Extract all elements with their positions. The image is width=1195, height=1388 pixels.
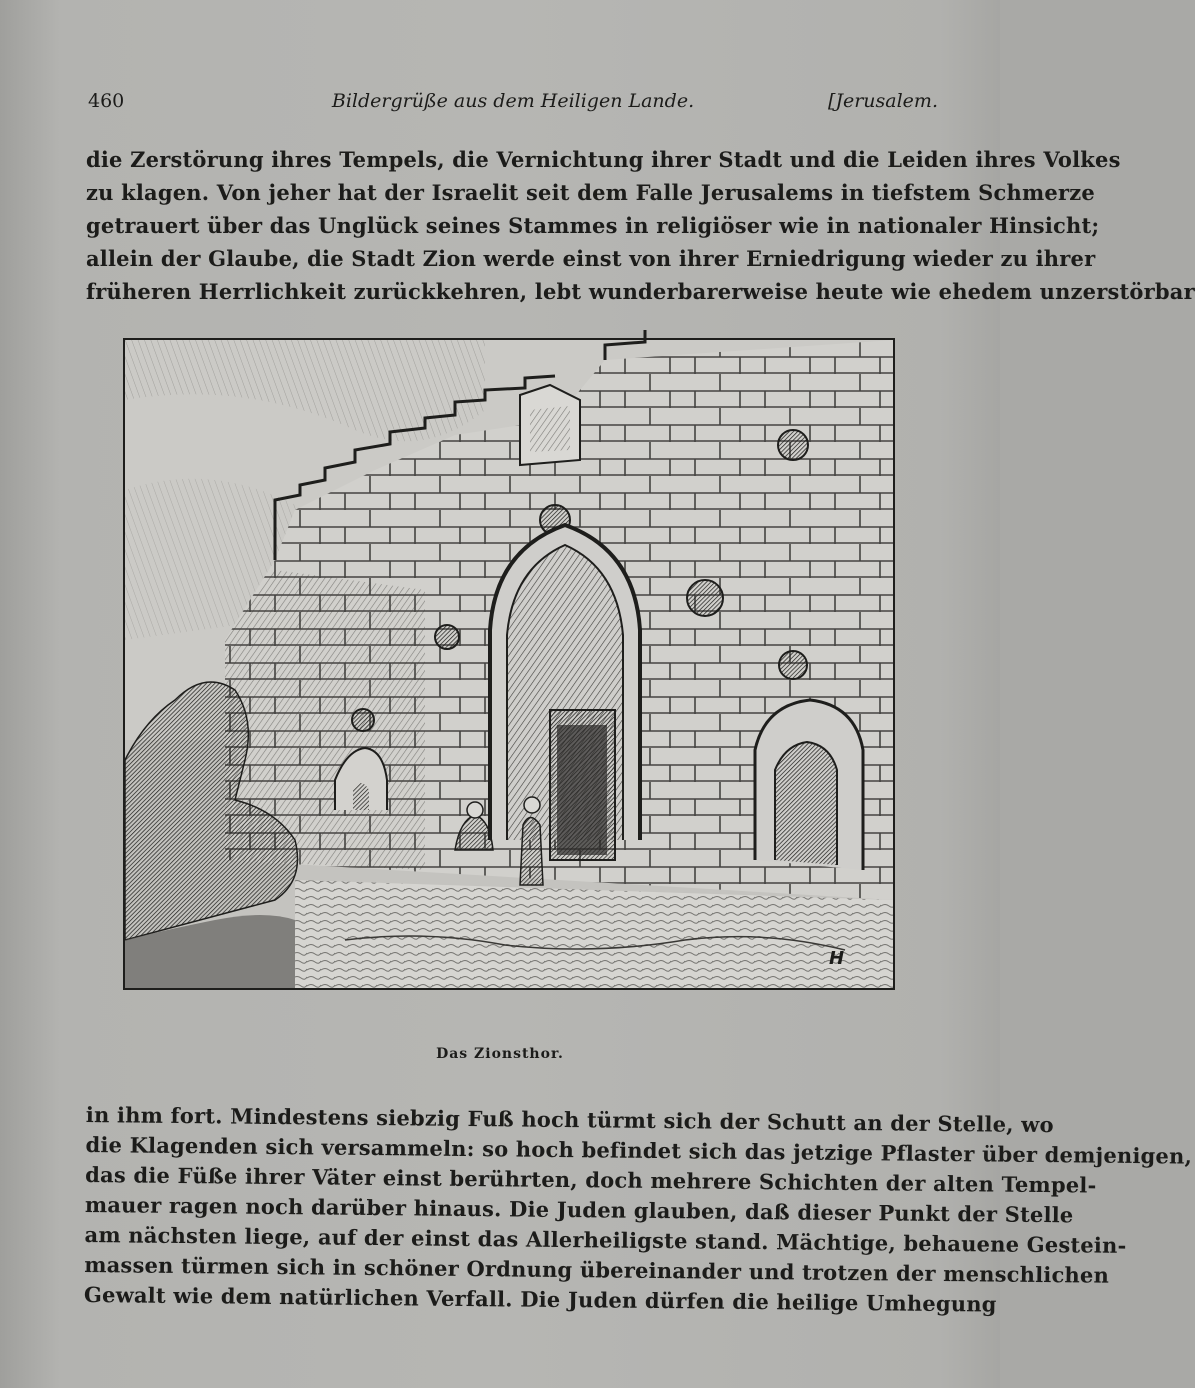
engraving-illustration: [123, 338, 895, 990]
text-line: die Zerstörung ihres Tempels, die Vernichtung ihrer Stadt und die Leiden ihres Volkes: [86, 147, 1121, 172]
text-line: in ihm fort. Mindestens siebzig Fuß hoch türmt sich der Schutt an der Stelle, wo: [85, 1101, 1054, 1138]
zion-gate-engraving: [125, 340, 893, 988]
text-line: die Klagenden sich versammeln: so hoch befindet sich das jetzige Pflaster über demjenigen,: [85, 1131, 1193, 1169]
page-number: 460: [88, 90, 125, 112]
bottom-paragraph: [83, 1100, 1193, 1319]
page-header: [88, 90, 938, 120]
text-line: früheren Herrlichkeit zurückkehren, lebt wunderbarerweise heute wie ehedem unzerstörbar: [86, 279, 1195, 304]
running-title: Bildergrüße aus dem Heiligen Lande.: [331, 90, 695, 112]
text-line: zu klagen. Von jeher hat der Israelit seit dem Falle Jerusalems in tiefstem Schmerze: [86, 180, 1095, 205]
top-paragraph: [86, 143, 1195, 308]
artist-monogram: H: [829, 948, 845, 969]
text-line: getrauert über das Unglück seines Stammes in religiöser wie in nationaler Hinsicht;: [86, 213, 1100, 238]
text-line: mauer ragen noch darüber hinaus. Die Juden glauben, daß dieser Punkt der Stelle: [84, 1191, 1074, 1228]
text-line: massen türmen sich in schöner Ordnung übereinander und trotzen der menschlichen: [84, 1251, 1110, 1288]
text-line: das die Füße ihrer Väter einst berührten, doch mehrere Schichten der alten Tempel-: [85, 1161, 1097, 1198]
text-line: allein der Glaube, die Stadt Zion werde einst von ihrer Erniedrigung wieder zu ihrer: [86, 246, 1096, 271]
text-line: am nächsten liege, auf der einst das Allerheiligste stand. Mächtige, behauene Gestein-: [84, 1221, 1127, 1258]
figure-caption: Das Zionsthor.: [436, 1046, 564, 1062]
section-label: [Jerusalem.: [827, 90, 938, 112]
text-line: Gewalt wie dem natürlichen Verfall. Die Juden dürfen die heilige Umhegung: [83, 1281, 997, 1317]
